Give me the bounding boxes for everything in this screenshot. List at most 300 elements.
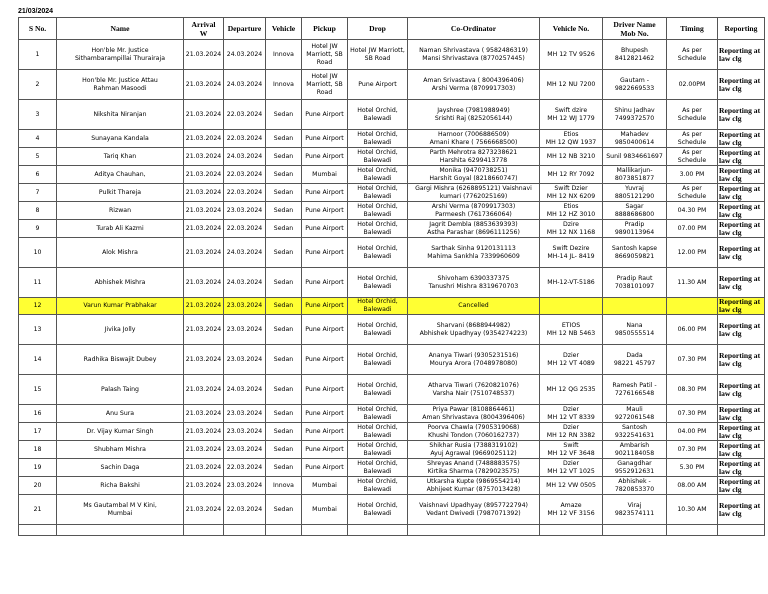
cell-drop: Hotel Orchid, Balewadi: [348, 495, 408, 525]
empty-cell: [57, 525, 184, 536]
table-row: [19, 405, 765, 423]
table-row: [19, 495, 765, 525]
cell-vehicle-no: Dzier MH 12 RN 3382: [540, 423, 603, 441]
empty-cell: [540, 525, 603, 536]
cell-timing: As per Schedule: [667, 184, 718, 202]
cell-sno: 7: [19, 184, 57, 202]
table-row: [19, 268, 765, 298]
cell-driver: Mallikarjun- 8073851877: [603, 166, 667, 184]
cell-reporting: Reporting at law clg: [718, 405, 765, 423]
cell-reporting: Reporting at law clg: [718, 345, 765, 375]
cell-pickup: Pune Airport: [302, 298, 348, 315]
cell-sno: 1: [19, 40, 57, 70]
empty-cell: [302, 525, 348, 536]
cell-pickup: Pune Airport: [302, 459, 348, 477]
cell-reporting: Reporting at law clg: [718, 148, 765, 166]
table-row: [19, 220, 765, 238]
cell-vehicle-no: Swift dzire MH 12 WJ 1779: [540, 100, 603, 130]
cell-sno: 9: [19, 220, 57, 238]
cell-reporting: Reporting at law clg: [718, 315, 765, 345]
cell-departure: 23.03.2024: [224, 405, 266, 423]
cell-vehicle: Sedan: [266, 459, 302, 477]
cell-coordinator: Shivoham 6390337375 Tanushri Mishra 8319670703: [408, 268, 540, 298]
table-header: [19, 18, 765, 40]
cell-vehicle-no: Amaze MH 12 VF 3156: [540, 495, 603, 525]
cell-timing: As per Schedule: [667, 40, 718, 70]
cell-arrival: 21.03.2024: [184, 148, 224, 166]
header-vehicle-no: Vehicle No.: [540, 18, 603, 40]
header-drop: Drop: [348, 18, 408, 40]
cell-drop: Hotel Orchid, Balewadi: [348, 238, 408, 268]
cell-pickup: Pune Airport: [302, 268, 348, 298]
cell-vehicle-no: Etios MH 12 HZ 3010: [540, 202, 603, 220]
cell-driver: Sagar 8888686800: [603, 202, 667, 220]
header-sno: S No.: [19, 18, 57, 40]
cell-arrival: 21.03.2024: [184, 298, 224, 315]
cell-pickup: Hotel JW Marriott, SB Road: [302, 40, 348, 70]
cell-vehicle: Sedan: [266, 268, 302, 298]
cell-driver: Nana 9850555514: [603, 315, 667, 345]
cell-drop: Hotel Orchid, Balewadi: [348, 345, 408, 375]
cell-sno: 16: [19, 405, 57, 423]
cell-departure: 24.03.2024: [224, 70, 266, 100]
cell-sno: 15: [19, 375, 57, 405]
cell-arrival: 21.03.2024: [184, 459, 224, 477]
cell-timing: 11.30 AM: [667, 268, 718, 298]
cell-driver: Ambarish 9021184058: [603, 441, 667, 459]
cell-driver: [603, 298, 667, 315]
cell-drop: Pune Airport: [348, 70, 408, 100]
cell-drop: Hotel Orchid, Balewadi: [348, 148, 408, 166]
cell-name: Palash Taing: [57, 375, 184, 405]
table-row: [19, 423, 765, 441]
cell-name: Aditya Chauhan,: [57, 166, 184, 184]
cell-pickup: Pune Airport: [302, 184, 348, 202]
cell-reporting: Reporting at law clg: [718, 202, 765, 220]
cell-sno: 17: [19, 423, 57, 441]
cell-reporting: Reporting at law clg: [718, 441, 765, 459]
cell-sno: 4: [19, 130, 57, 148]
cell-departure: 23.03.2024: [224, 298, 266, 315]
header-departure: Departure: [224, 18, 266, 40]
cell-sno: 10: [19, 238, 57, 268]
cell-drop: Hotel Orchid, Balewadi: [348, 202, 408, 220]
cell-coordinator: Sarthak Sinha 9120131113 Mahima Sankhla 7339960609: [408, 238, 540, 268]
cell-arrival: 21.03.2024: [184, 238, 224, 268]
cell-timing: [667, 298, 718, 315]
cell-timing: 5.30 PM: [667, 459, 718, 477]
cell-coordinator: Harnoor (7006886509) Amani Khare ( 7566668500): [408, 130, 540, 148]
cell-coordinator: Vaishnavi Upadhyay (8957722794) Vedant Dwivedi (7987071392): [408, 495, 540, 525]
empty-cell: [19, 525, 57, 536]
cell-vehicle-no: MH 12 RY 7092: [540, 166, 603, 184]
cell-arrival: 21.03.2024: [184, 70, 224, 100]
cell-pickup: Pune Airport: [302, 220, 348, 238]
empty-cell: [603, 525, 667, 536]
cell-sno: 19: [19, 459, 57, 477]
cell-vehicle: Innova: [266, 70, 302, 100]
cell-timing: 06.00 PM: [667, 315, 718, 345]
cell-vehicle: Sedan: [266, 441, 302, 459]
cell-timing: As per Schedule: [667, 148, 718, 166]
cell-arrival: 21.03.2024: [184, 184, 224, 202]
cell-timing: 08.00 AM: [667, 477, 718, 495]
cell-name: Tariq Khan: [57, 148, 184, 166]
cell-departure: 24.03.2024: [224, 40, 266, 70]
cell-vehicle: Innova: [266, 477, 302, 495]
cell-reporting: Reporting at law clg: [718, 375, 765, 405]
table-row: [19, 459, 765, 477]
cell-arrival: 21.03.2024: [184, 202, 224, 220]
cell-vehicle-no: Swift Dezire MH-14 JL- 8419: [540, 238, 603, 268]
cell-arrival: 21.03.2024: [184, 495, 224, 525]
cell-arrival: 21.03.2024: [184, 130, 224, 148]
cell-sno: 13: [19, 315, 57, 345]
table-row: [19, 184, 765, 202]
cell-drop: Hotel Orchid, Balewadi: [348, 459, 408, 477]
cell-driver: Santosh kapse 8669059821: [603, 238, 667, 268]
cell-sno: 2: [19, 70, 57, 100]
cell-vehicle-no: Swift Dzier MH 12 NX 6209: [540, 184, 603, 202]
cell-name: Sachin Daga: [57, 459, 184, 477]
table-row: [19, 375, 765, 405]
empty-row: [19, 525, 765, 536]
cell-departure: 23.03.2024: [224, 441, 266, 459]
cell-vehicle: Sedan: [266, 423, 302, 441]
cell-vehicle-no: MH 12 VW 0505: [540, 477, 603, 495]
cell-reporting: Reporting at law clg: [718, 459, 765, 477]
cell-reporting: Reporting at law clg: [718, 268, 765, 298]
cell-arrival: 21.03.2024: [184, 40, 224, 70]
header-driver: Driver Name Mob No.: [603, 18, 667, 40]
cell-vehicle-no: Etios MH 12 QW 1937: [540, 130, 603, 148]
cell-coordinator: Aman Srivastava ( 8004396406) Arshi Verma (8709917303): [408, 70, 540, 100]
cell-name: Hon'ble Mr. Justice Attau Rahman Masoodi: [57, 70, 184, 100]
cell-coordinator: Cancelled: [408, 298, 540, 315]
cell-timing: 07.00 PM: [667, 220, 718, 238]
cell-arrival: 21.03.2024: [184, 405, 224, 423]
cell-reporting: Reporting at law clg: [718, 298, 765, 315]
cell-drop: Hotel Orchid, Balewadi: [348, 423, 408, 441]
cell-vehicle-no: [540, 298, 603, 315]
cell-timing: 02.00PM: [667, 70, 718, 100]
cell-pickup: Mumbai: [302, 477, 348, 495]
cell-vehicle: Sedan: [266, 345, 302, 375]
cell-drop: Hotel JW Marriott, SB Road: [348, 40, 408, 70]
cell-departure: 24.03.2024: [224, 268, 266, 298]
cell-reporting: Reporting at law clg: [718, 100, 765, 130]
cell-sno: 12: [19, 298, 57, 315]
cell-pickup: Pune Airport: [302, 238, 348, 268]
cell-departure: 23.03.2024: [224, 315, 266, 345]
cell-vehicle-no: ETIOS MH 12 NB 5463: [540, 315, 603, 345]
cell-arrival: 21.03.2024: [184, 166, 224, 184]
cell-vehicle: Sedan: [266, 148, 302, 166]
cell-coordinator: Utkarsha Kupte (9869554214) Abhijeet Kumar (8757013428): [408, 477, 540, 495]
cell-coordinator: Jagrit Dembla (8853639393) Astha Parashar (8696111256): [408, 220, 540, 238]
cell-pickup: Pune Airport: [302, 423, 348, 441]
cell-vehicle: Sedan: [266, 238, 302, 268]
cell-driver: Ganagdhar 9552912631: [603, 459, 667, 477]
cell-name: Alok Mishra: [57, 238, 184, 268]
cell-driver: Santosh 9322541631: [603, 423, 667, 441]
cell-reporting: Reporting at law clg: [718, 40, 765, 70]
cell-vehicle-no: MH 12 NU 7200: [540, 70, 603, 100]
cell-vehicle: Sedan: [266, 315, 302, 345]
cell-driver: Gautam - 9822669533: [603, 70, 667, 100]
cell-driver: Ramesh Patil - 7276166548: [603, 375, 667, 405]
cell-sno: 6: [19, 166, 57, 184]
cell-coordinator: Priya Pawar (8108864461) Aman Shrivastava (8004396406): [408, 405, 540, 423]
cell-sno: 18: [19, 441, 57, 459]
cell-vehicle-no: Dzier MH 12 VT 4089: [540, 345, 603, 375]
cell-arrival: 21.03.2024: [184, 423, 224, 441]
cell-arrival: 21.03.2024: [184, 477, 224, 495]
header-coordinator: Co-Ordinator: [408, 18, 540, 40]
cell-pickup: Pune Airport: [302, 100, 348, 130]
header-vehicle: Vehicle: [266, 18, 302, 40]
cell-driver: Mahadev 9850400614: [603, 130, 667, 148]
empty-cell: [408, 525, 540, 536]
cell-coordinator: Naman Shrivastava ( 9582486319) Mansi Shrivastava (8770257445): [408, 40, 540, 70]
cell-name: Pulkit Thareja: [57, 184, 184, 202]
cell-driver: Mauli 9272061548: [603, 405, 667, 423]
cell-coordinator: Shreyas Anand (7488883575) Kirtika Sharma (7829023575): [408, 459, 540, 477]
cell-drop: Hotel Orchid, Balewadi: [348, 298, 408, 315]
cell-arrival: 21.03.2024: [184, 345, 224, 375]
cell-reporting: Reporting at law clg: [718, 495, 765, 525]
cell-driver: Sunil 9834661697: [603, 148, 667, 166]
cell-arrival: 21.03.2024: [184, 220, 224, 238]
cell-reporting: Reporting at law clg: [718, 184, 765, 202]
cell-timing: 12.00 PM: [667, 238, 718, 268]
cell-vehicle: Innova: [266, 40, 302, 70]
cell-reporting: Reporting at law clg: [718, 166, 765, 184]
cell-vehicle-no: MH 12 NB 3210: [540, 148, 603, 166]
table-row: [19, 298, 765, 315]
cell-timing: 07.30 PM: [667, 345, 718, 375]
cell-vehicle: Sedan: [266, 166, 302, 184]
cell-drop: Hotel Orchid, Balewadi: [348, 100, 408, 130]
table-row: [19, 238, 765, 268]
cell-timing: 10.30 AM: [667, 495, 718, 525]
cell-reporting: Reporting at law clg: [718, 238, 765, 268]
cell-timing: 04.00 PM: [667, 423, 718, 441]
cell-arrival: 21.03.2024: [184, 441, 224, 459]
empty-cell: [348, 525, 408, 536]
cell-timing: 08.30 PM: [667, 375, 718, 405]
cell-coordinator: Jayshree (7981988949) Srishti Raj (8252056144): [408, 100, 540, 130]
empty-cell: [184, 525, 224, 536]
cell-timing: 04.30 PM: [667, 202, 718, 220]
table-row: [19, 345, 765, 375]
cell-drop: Hotel Orchid, Balewadi: [348, 375, 408, 405]
cell-vehicle-no: Dzier MH 12 VT 1025: [540, 459, 603, 477]
cell-drop: Hotel Orchid, Balewadi: [348, 477, 408, 495]
cell-driver: Pradip 9890113964: [603, 220, 667, 238]
table-row: [19, 130, 765, 148]
cell-coordinator: Parth Mehrotra 8273238621 Harshita 6299413778: [408, 148, 540, 166]
cell-vehicle: Sedan: [266, 202, 302, 220]
table-row: [19, 40, 765, 70]
cell-vehicle: Sedan: [266, 495, 302, 525]
cell-pickup: Pune Airport: [302, 315, 348, 345]
cell-coordinator: Gargi Mishra (6268895121) Vaishnavi kumari (7762025169): [408, 184, 540, 202]
cell-driver: Pradip Raut 7038101097: [603, 268, 667, 298]
cell-coordinator: Atharva Tiwari (7620821076) Varsha Nair (7510748537): [408, 375, 540, 405]
cell-driver: Shinu Jadhav 7499372570: [603, 100, 667, 130]
sheet-date: 21/03/2024: [18, 8, 54, 15]
cell-name: Radhika Biswajit Dubey: [57, 345, 184, 375]
table-row: [19, 166, 765, 184]
cell-name: Dr. Vijay Kumar Singh: [57, 423, 184, 441]
cell-departure: 23.03.2024: [224, 202, 266, 220]
cell-coordinator: Monika (9470738251) Harshit Goyal (8218660747): [408, 166, 540, 184]
cell-departure: 24.03.2024: [224, 238, 266, 268]
cell-reporting: Reporting at law clg: [718, 70, 765, 100]
table-row: [19, 100, 765, 130]
cell-vehicle: Sedan: [266, 130, 302, 148]
cell-vehicle-no: Swift MH 12 VF 3648: [540, 441, 603, 459]
cell-drop: Hotel Orchid, Balewadi: [348, 441, 408, 459]
empty-cell: [718, 525, 765, 536]
cell-vehicle: Sedan: [266, 184, 302, 202]
cell-pickup: Pune Airport: [302, 202, 348, 220]
cell-timing: As per Schedule: [667, 130, 718, 148]
cell-vehicle-no: MH-12-VT-5186: [540, 268, 603, 298]
cell-name: Ms Gautambal M V Kini, Mumbai: [57, 495, 184, 525]
cell-timing: 07.30 PM: [667, 441, 718, 459]
cell-sno: 3: [19, 100, 57, 130]
cell-name: Varun Kumar Prabhakar: [57, 298, 184, 315]
cell-departure: 22.03.2024: [224, 100, 266, 130]
cell-drop: Hotel Orchid, Balewadi: [348, 130, 408, 148]
cell-name: Anu Sura: [57, 405, 184, 423]
cell-name: Jivika Jolly: [57, 315, 184, 345]
cell-driver: Abhishek - 7820853370: [603, 477, 667, 495]
header-timing: Timing: [667, 18, 718, 40]
cell-departure: 22.03.2024: [224, 459, 266, 477]
cell-departure: 22.03.2024: [224, 166, 266, 184]
cell-name: Richa Bakshi: [57, 477, 184, 495]
cell-pickup: Pune Airport: [302, 375, 348, 405]
cell-arrival: 21.03.2024: [184, 315, 224, 345]
cell-name: Rizwan: [57, 202, 184, 220]
empty-cell: [224, 525, 266, 536]
cell-timing: As per Schedule: [667, 100, 718, 130]
cell-departure: 22.03.2024: [224, 130, 266, 148]
cell-reporting: Reporting at law clg: [718, 477, 765, 495]
cell-reporting: Reporting at law clg: [718, 130, 765, 148]
cell-drop: Hotel Orchid, Balewadi: [348, 184, 408, 202]
cell-coordinator: Arshi Verma (8709917303) Parmeesh (7617366064): [408, 202, 540, 220]
cell-pickup: Pune Airport: [302, 441, 348, 459]
cell-coordinator: Poorva Chawla (7905319068) Khushi Tondon (7060162737): [408, 423, 540, 441]
cell-sno: 20: [19, 477, 57, 495]
cell-arrival: 21.03.2024: [184, 100, 224, 130]
table-row: [19, 315, 765, 345]
cell-arrival: 21.03.2024: [184, 375, 224, 405]
header-reporting: Reporting: [718, 18, 765, 40]
cell-drop: Hotel Orchid, Balewadi: [348, 315, 408, 345]
cell-sno: 8: [19, 202, 57, 220]
table-row: [19, 202, 765, 220]
cell-vehicle: Sedan: [266, 100, 302, 130]
empty-cell: [266, 525, 302, 536]
cell-vehicle-no: Dzire MH 12 NX 1168: [540, 220, 603, 238]
cell-name: Shubham Mishra: [57, 441, 184, 459]
cell-pickup: Pune Airport: [302, 130, 348, 148]
cell-drop: Hotel Orchid, Balewadi: [348, 405, 408, 423]
cell-name: Abhishek Mishra: [57, 268, 184, 298]
cell-vehicle: Sedan: [266, 298, 302, 315]
cell-sno: 5: [19, 148, 57, 166]
header-name: Name: [57, 18, 184, 40]
cell-departure: 24.03.2024: [224, 375, 266, 405]
cell-drop: Hotel Orchid, Balewadi: [348, 220, 408, 238]
cell-departure: 24.03.2024: [224, 148, 266, 166]
table-row: [19, 477, 765, 495]
cell-departure: 22.03.2024: [224, 495, 266, 525]
cell-pickup: Pune Airport: [302, 148, 348, 166]
transport-table: [18, 17, 765, 536]
cell-timing: 3.00 PM: [667, 166, 718, 184]
empty-cell: [667, 525, 718, 536]
cell-driver: Viraj 9823574111: [603, 495, 667, 525]
cell-vehicle-no: MH 12 QG 2535: [540, 375, 603, 405]
cell-drop: Hotel Orchid, Balewadi: [348, 268, 408, 298]
cell-driver: Bhupesh 8412821462: [603, 40, 667, 70]
cell-coordinator: Sharvani (8688944982) Abhishek Upadhyay (9354274223): [408, 315, 540, 345]
cell-pickup: Mumbai: [302, 166, 348, 184]
cell-departure: 23.03.2024: [224, 345, 266, 375]
cell-name: Sunayana Kandala: [57, 130, 184, 148]
table-row: [19, 70, 765, 100]
cell-departure: 22.03.2024: [224, 220, 266, 238]
header-arrival: Arrival W: [184, 18, 224, 40]
cell-driver: Dada 98221 45797: [603, 345, 667, 375]
cell-arrival: 21.03.2024: [184, 268, 224, 298]
cell-pickup: Mumbai: [302, 495, 348, 525]
cell-vehicle: Sedan: [266, 375, 302, 405]
cell-sno: 21: [19, 495, 57, 525]
cell-reporting: Reporting at law clg: [718, 423, 765, 441]
cell-pickup: Hotel JW Marriott, SB Road: [302, 70, 348, 100]
cell-name: Nikshita Niranjan: [57, 100, 184, 130]
table-row: [19, 441, 765, 459]
cell-pickup: Pune Airport: [302, 345, 348, 375]
cell-name: Turab Ali Kazmi: [57, 220, 184, 238]
header-pickup: Pickup: [302, 18, 348, 40]
cell-coordinator: Ananya Tiwari (9305231516) Mourya Arora (7048978080): [408, 345, 540, 375]
cell-vehicle: Sedan: [266, 220, 302, 238]
cell-departure: 23.03.2024: [224, 423, 266, 441]
cell-departure: 22.03.2024: [224, 184, 266, 202]
cell-drop: Hotel Orchid, Balewadi: [348, 166, 408, 184]
cell-driver: Yuvraj 8805121290: [603, 184, 667, 202]
cell-name: Hon'ble Mr. Justice Sithambarampillai Thurairaja: [57, 40, 184, 70]
cell-vehicle: Sedan: [266, 405, 302, 423]
cell-vehicle-no: MH 12 TV 9526: [540, 40, 603, 70]
cell-vehicle-no: Dzier MH 12 VT 8339: [540, 405, 603, 423]
cell-departure: 23.03.2024: [224, 477, 266, 495]
cell-sno: 11: [19, 268, 57, 298]
cell-sno: 14: [19, 345, 57, 375]
cell-timing: 07.30 PM: [667, 405, 718, 423]
cell-reporting: Reporting at law clg: [718, 220, 765, 238]
cell-coordinator: Shikhar Rusia (7388319102) Ayuj Agrawal (9669025112): [408, 441, 540, 459]
table-body: [19, 40, 765, 536]
